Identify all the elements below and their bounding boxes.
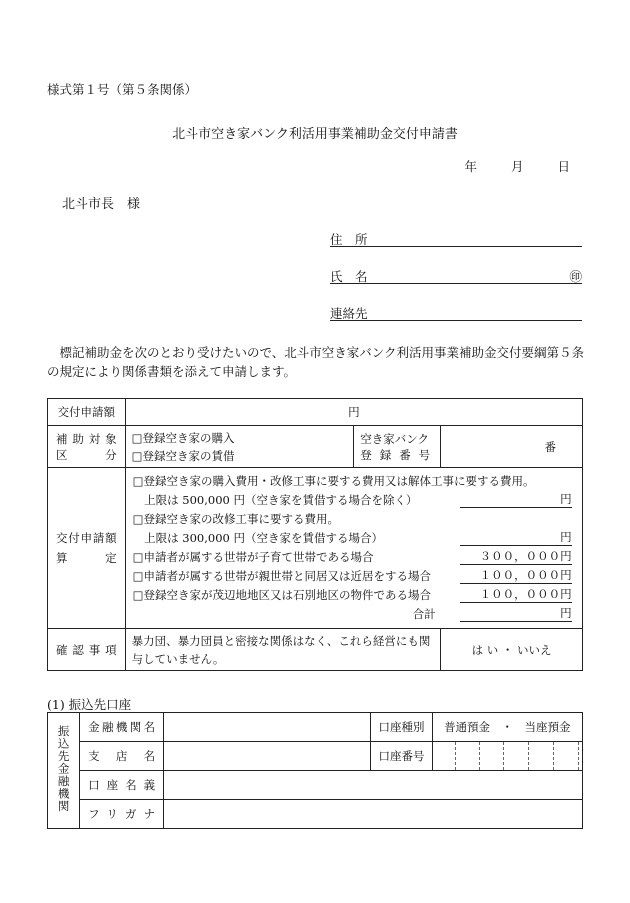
calc-amount-child: ３００，０００円 xyxy=(460,549,572,565)
calc-line-total xyxy=(133,605,582,624)
category-label-line1: 補助対象 xyxy=(56,431,117,446)
account-digit-3[interactable] xyxy=(480,742,504,771)
category-label xyxy=(48,426,126,468)
kana-input[interactable] xyxy=(164,800,583,829)
amount-cell[interactable]: 円 xyxy=(125,399,582,426)
kana-label: フリガナ xyxy=(80,800,164,829)
calc-line-cohabit[interactable] xyxy=(133,567,582,586)
account-number-label: 口座番号 xyxy=(371,742,432,771)
calc-label-line1: 交付申請額 xyxy=(56,531,117,545)
document-title: 北斗市空き家バンク利活用事業補助金交付申請書 xyxy=(172,127,458,142)
bank-label-line1: 空き家バンク xyxy=(360,431,430,446)
calc-line-district[interactable] xyxy=(133,586,582,605)
account-digit-6[interactable] xyxy=(553,742,578,771)
bank-side-label xyxy=(48,713,80,829)
calc-line-purchase-limit xyxy=(133,491,582,510)
address-label: 住 所 xyxy=(330,232,368,247)
bank-number-label xyxy=(354,426,441,468)
option-purchase-checkbox[interactable]: □登録空き家の購入 xyxy=(131,430,235,445)
option-rent-checkbox[interactable]: □登録空き家の賃借 xyxy=(131,448,235,463)
bank-side-text: 振込先金融機関 xyxy=(56,725,71,813)
account-type-label: 口座種別 xyxy=(371,713,432,742)
calc-amount-cohabit: １００，０００円 xyxy=(460,568,572,584)
name-label: 氏 名 xyxy=(330,269,368,284)
institution-label: 金融機関名 xyxy=(80,713,164,742)
confirm-label xyxy=(48,629,126,671)
branch-label: 支 店 名 xyxy=(80,742,164,771)
calc-line-text: □登録空き家が茂辺地地区又は石別地区の物件である場合 xyxy=(132,588,432,602)
calc-amount-purchase[interactable]: 円 xyxy=(460,492,572,508)
category-label-line2: 区 分 xyxy=(56,447,117,462)
confirm-row xyxy=(48,629,583,671)
calc-line-text: □登録空き家の購入費用・改修工事に要する費用又は解体工事に要する費用。 xyxy=(132,474,535,488)
date-line xyxy=(434,157,570,175)
calc-line-text: □登録空き家の改修工事に要する費用。 xyxy=(132,512,340,526)
account-digit-4[interactable] xyxy=(504,742,529,771)
calc-line-renovation[interactable] xyxy=(133,510,582,529)
calc-row xyxy=(48,468,583,629)
account-digit-7[interactable] xyxy=(578,742,582,771)
calc-line-purchase[interactable] xyxy=(133,472,582,491)
account-digit-5[interactable] xyxy=(529,742,554,771)
calc-amount-total[interactable]: 円 xyxy=(460,606,572,622)
account-digit-2[interactable] xyxy=(456,742,480,771)
calc-amount-district: １００，０００円 xyxy=(460,587,572,603)
date-day: 日 xyxy=(557,159,570,174)
institution-input[interactable] xyxy=(164,713,371,742)
holder-input[interactable] xyxy=(164,771,583,800)
calc-line-text: □申請者が属する世帯が親世帯と同居又は近居をする場合 xyxy=(132,569,432,583)
calc-cell xyxy=(125,468,582,629)
date-month: 月 xyxy=(510,159,524,174)
bank-number-cell[interactable]: 番 xyxy=(441,426,583,468)
confirm-options[interactable]: は い ・ いいえ xyxy=(441,629,583,671)
category-options xyxy=(125,426,354,468)
confirm-label-text: 確認事項 xyxy=(56,642,117,657)
form-number: 様式第１号（第５条関係） xyxy=(47,82,198,97)
addressee: 北斗市長 様 xyxy=(62,197,141,212)
amount-row xyxy=(48,399,583,426)
calc-line-text: □申請者が属する世帯が子育て世帯である場合 xyxy=(132,550,374,564)
calc-label xyxy=(48,468,126,629)
calc-line-renovation-limit xyxy=(133,529,582,548)
holder-label: 口座名義 xyxy=(80,771,164,800)
confirm-text: 暴力団、暴力団員と密接な関係はなく、これら経営にも関与していません。 xyxy=(125,629,441,671)
name-field[interactable] xyxy=(330,267,582,284)
total-label: 合計 xyxy=(412,607,436,621)
calc-label-line2: 算 定 xyxy=(56,551,117,565)
bank-section-label: (1) 振込先口座 xyxy=(47,697,132,712)
amount-label: 交付申請額 xyxy=(48,399,126,426)
branch-input[interactable] xyxy=(164,742,371,771)
account-digit-1[interactable] xyxy=(432,742,456,771)
application-table xyxy=(47,398,583,671)
address-field[interactable] xyxy=(330,230,582,247)
seal-mark: ㊞ xyxy=(569,269,582,284)
contact-label: 連絡先 xyxy=(330,306,368,321)
contact-field[interactable] xyxy=(330,304,582,321)
intro-paragraph: 標記補助金を次のとおり受けたいので、北斗市空き家バンク利活用事業補助金交付要綱第５条の規定により関係書類を添えて申請します。 xyxy=(47,345,585,379)
account-type-options[interactable]: 普通預金 ・ 当座預金 xyxy=(432,713,582,742)
category-row xyxy=(48,426,583,468)
calc-line-text: 上限は 500,000 円（空き家を賃借する場合を除く） xyxy=(132,493,418,507)
calc-line-text: 上限は 300,000 円（空き家を賃借する場合） xyxy=(132,531,384,545)
bank-label-line2: 登録番号 xyxy=(360,447,431,462)
calc-line-child-household[interactable] xyxy=(133,548,582,567)
date-year: 年 xyxy=(464,159,477,174)
calc-amount-renovation[interactable]: 円 xyxy=(460,530,572,546)
bank-table xyxy=(47,712,583,829)
